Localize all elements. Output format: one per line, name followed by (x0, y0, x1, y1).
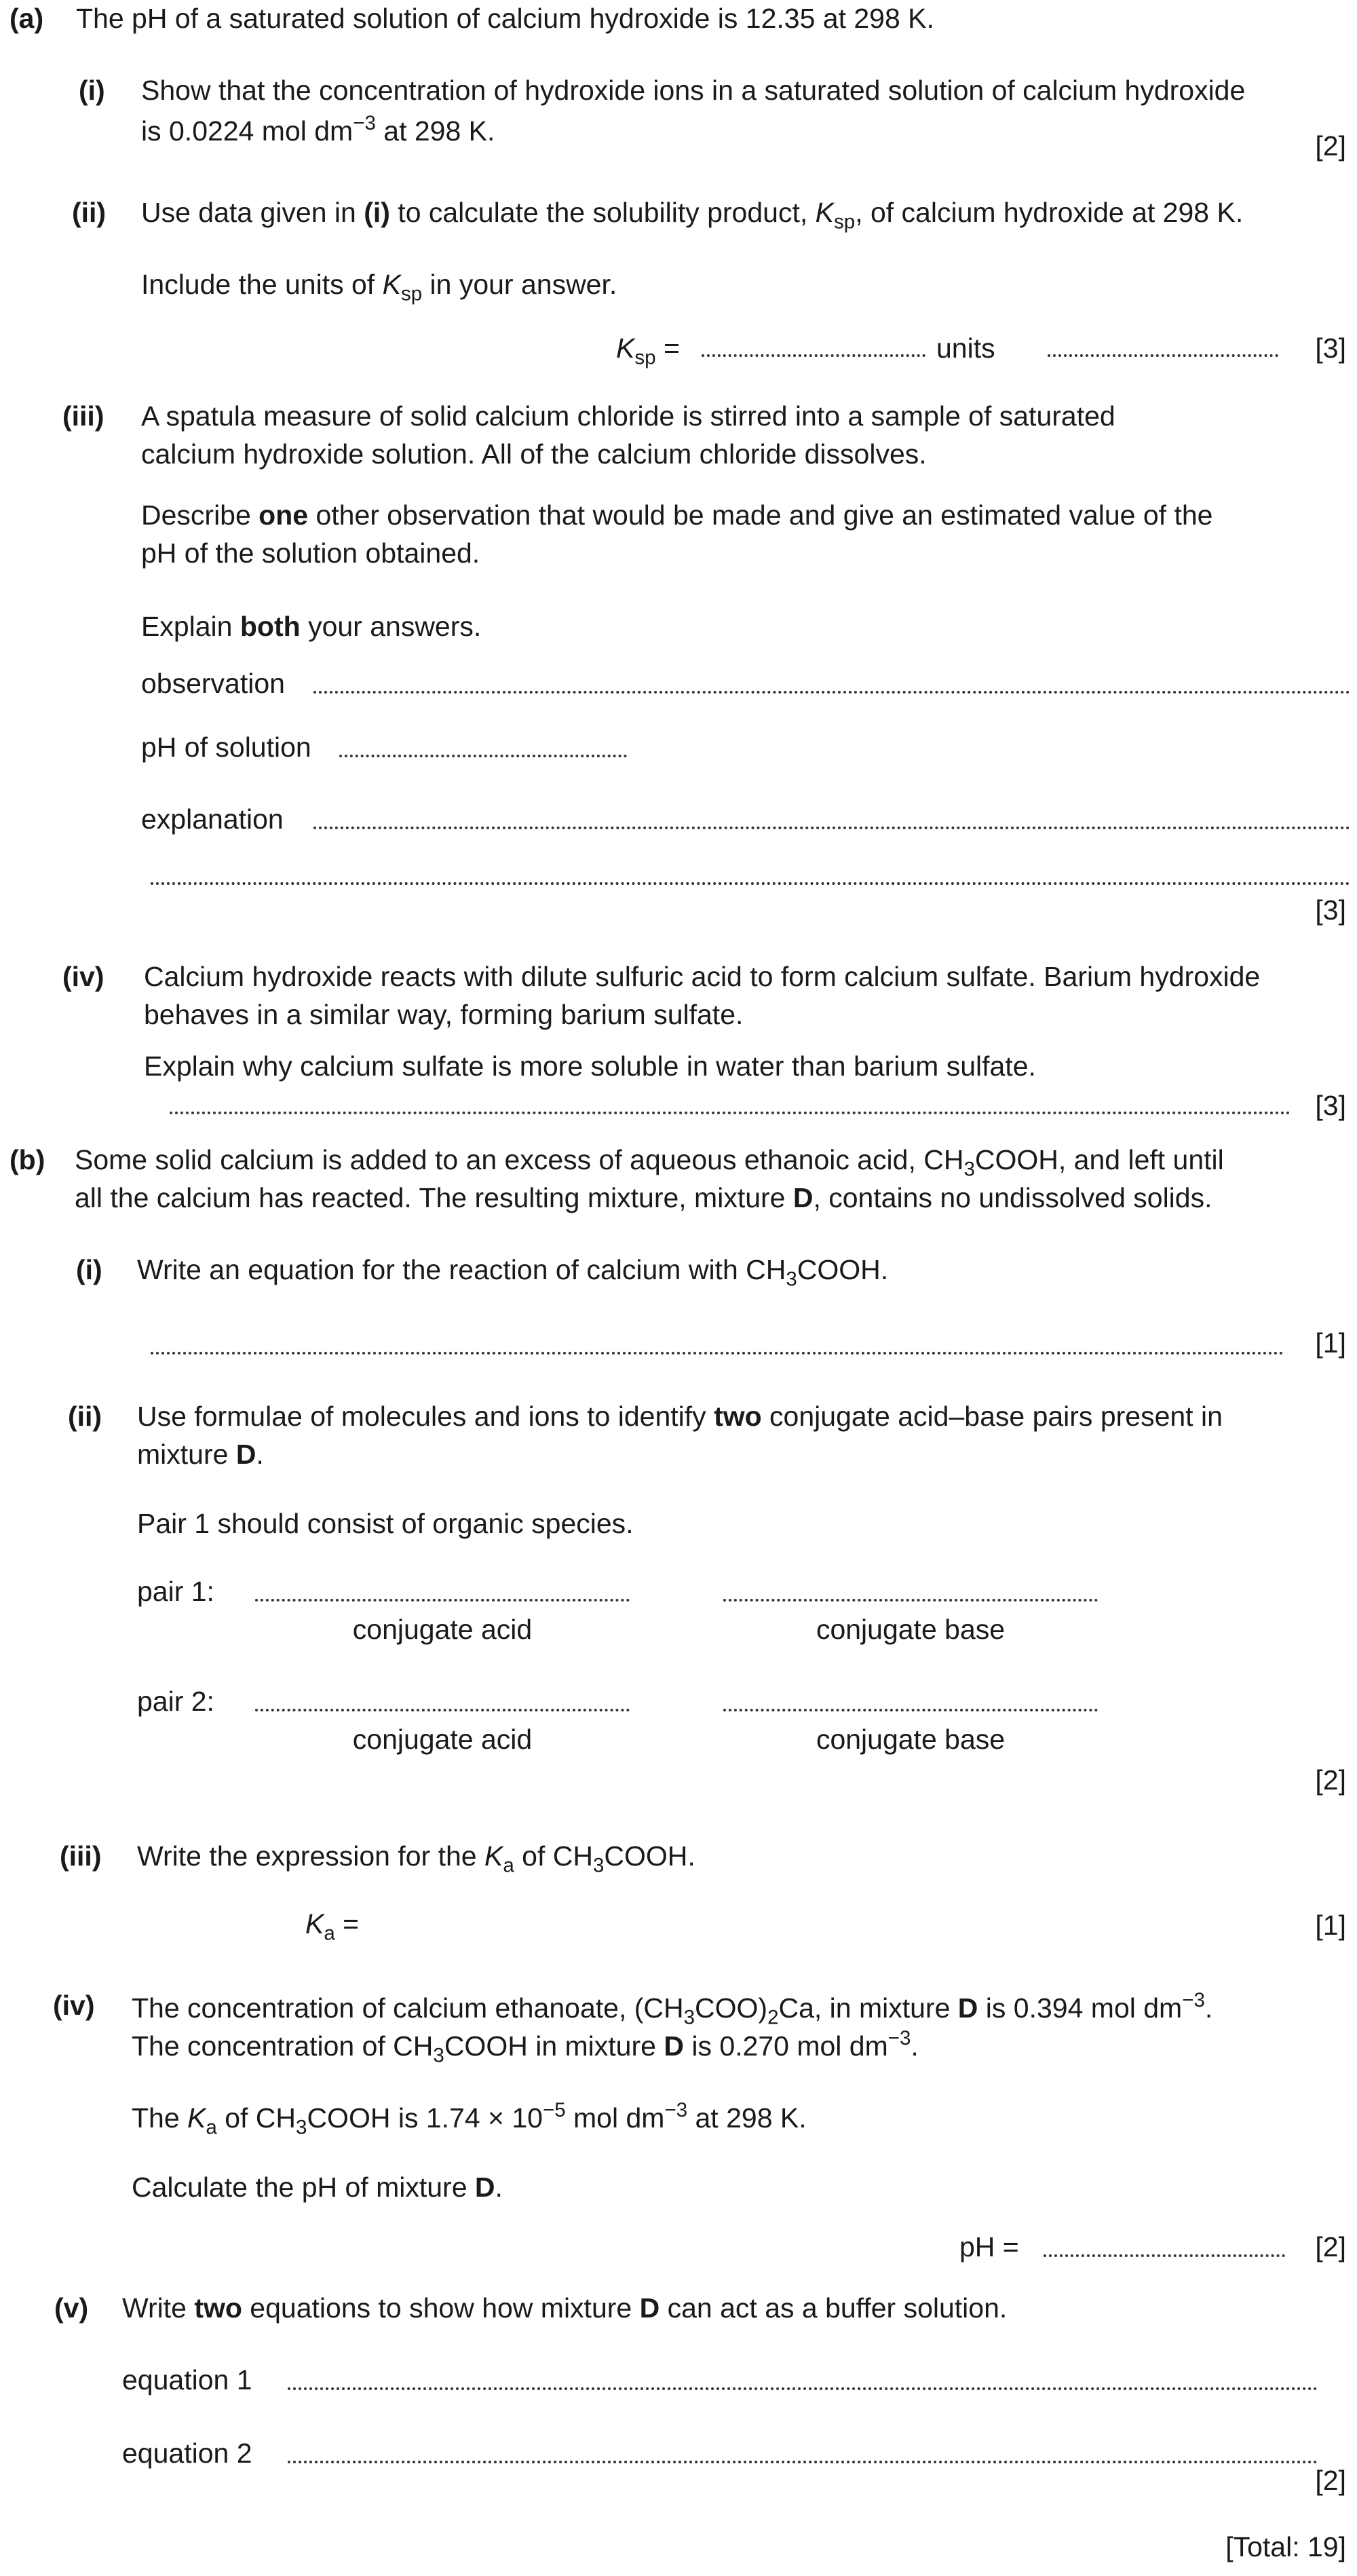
a-ii-label: (ii) (72, 197, 107, 228)
a-iii-line2: calcium hydroxide solution. All of the calcium chloride dissolves. (141, 438, 927, 470)
a-iii-label: (iii) (62, 400, 104, 432)
pair1-label: pair 1: (137, 1576, 214, 1607)
observation-label: observation (141, 668, 285, 699)
b-i-mark: [1] (1315, 1327, 1346, 1359)
ksp-answer-line[interactable] (702, 354, 925, 357)
pair2-base-line[interactable] (723, 1709, 1098, 1711)
equation2-answer-line[interactable] (288, 2461, 1318, 2463)
a-iv-line1: Calcium hydroxide reacts with dilute sulfuric acid to form calcium sulfate. Barium hydroxide (144, 961, 1261, 992)
b-iii-text: Write the expression for the $K_a$ of $CH_3COOH$. (137, 1840, 695, 1877)
a-iii-mark: [3] (1315, 894, 1346, 926)
a-i-label: (i) (79, 75, 105, 106)
pair1-acid-caption: conjugate acid (352, 1614, 533, 1645)
b-iv-line2: The concentration of $CH_3COOH$ in mixture D is 0.270 mol $dm^{-3}$. (132, 2027, 919, 2067)
ph-solution-label: pH of solution (141, 732, 311, 763)
a-iv-line2: behaves in a similar way, forming barium sulfate. (144, 999, 744, 1030)
a-ii-line1: Use data given in (i) to calculate the solubility product, $K_{sp}$, of calcium hydroxide at 298 K. (141, 197, 1244, 233)
a-iii-line5: Explain both your answers. (141, 611, 482, 642)
a-ii-mark: [3] (1315, 333, 1346, 364)
pair1-base-caption: conjugate base (816, 1614, 1006, 1645)
a-i-line2: is 0.0224 mol $dm^{-3}$ at 298 K. (141, 112, 495, 147)
a-ii-line2: Include the units of $K_{sp}$ in your answer. (141, 269, 617, 305)
part-a-label: (a) (9, 3, 44, 34)
total-marks: [Total: 19] (1225, 2531, 1346, 2562)
b-iv-mark: [2] (1315, 2231, 1346, 2262)
b-ii-line2: mixture D. (137, 1439, 264, 1470)
pair2-base-caption: conjugate base (816, 1724, 1006, 1755)
b-iii-mark: [1] (1315, 1910, 1346, 1941)
a-iii-line1: A spatula measure of solid calcium chloride is stirred into a sample of saturated (141, 400, 1115, 432)
a-iv-label: (iv) (62, 961, 104, 992)
equation1-label: equation 1 (122, 2364, 252, 2395)
a-iii-line4: pH of the solution obtained. (141, 537, 480, 569)
pair2-label: pair 2: (137, 1686, 214, 1717)
observation-answer-line[interactable] (313, 691, 1350, 694)
b-v-mark: [2] (1315, 2465, 1346, 2496)
ksp-answer-label: $K_{sp}$ = (616, 333, 680, 369)
b-i-text: Write an equation for the reaction of calcium with $CH_3COOH$. (137, 1254, 889, 1291)
a-i-line1: Show that the concentration of hydroxide ions in a saturated solution of calcium hydroxide (141, 75, 1246, 106)
equation1-answer-line[interactable] (288, 2387, 1318, 2390)
part-b-line2: all the calcium has reacted. The resulting mixture, mixture D, contains no undissolved solids. (75, 1182, 1212, 1213)
b-ii-label: (ii) (68, 1401, 102, 1432)
a-iii-line3: Describe one other observation that would be made and give an estimated value of the (141, 499, 1213, 531)
pair2-acid-caption: conjugate acid (352, 1724, 533, 1755)
b-i-label: (i) (76, 1254, 102, 1285)
a-iv-mark: [3] (1315, 1090, 1346, 1121)
explanation-label: explanation (141, 803, 284, 835)
b-ii-mark: [2] (1315, 1764, 1346, 1796)
b-ii-line3: Pair 1 should consist of organic species. (137, 1508, 634, 1539)
b-iv-line1: The concentration of calcium ethanoate, $(CH_3COO)_2Ca$, in mixture D is 0.394 mol $dm^{-3}$. (132, 1989, 1213, 2029)
b-i-answer-line[interactable] (151, 1352, 1284, 1355)
part-b-label: (b) (9, 1144, 45, 1175)
a-i-mark: [2] (1315, 130, 1346, 162)
ka-answer-label: $K_a$ = (305, 1908, 360, 1945)
equation2-label: equation 2 (122, 2438, 252, 2469)
explanation-answer-line-1[interactable] (313, 827, 1350, 829)
part-b-line1: Some solid calcium is added to an excess of aqueous ethanoic acid, $CH_3COOH$, and left until (75, 1144, 1224, 1181)
pair2-acid-line[interactable] (255, 1709, 630, 1711)
explanation-answer-line-2[interactable] (151, 882, 1350, 885)
a-iv-line3: Explain why calcium sulfate is more soluble in water than barium sulfate. (144, 1050, 1036, 1082)
a-iv-answer-line[interactable] (170, 1112, 1291, 1114)
b-iv-label: (iv) (53, 1990, 95, 2021)
units-label: units (936, 333, 995, 364)
pair1-base-line[interactable] (723, 1599, 1098, 1602)
part-a-stem: The pH of a saturated solution of calcium hydroxide is 12.35 at 298 K. (76, 3, 934, 34)
b-v-text: Write two equations to show how mixture D can act as a buffer solution. (122, 2292, 1008, 2324)
b-iv-line4: Calculate the pH of mixture D. (132, 2172, 503, 2203)
b-iii-label: (iii) (60, 1840, 102, 1872)
ph-answer-line[interactable] (1044, 2254, 1285, 2257)
ph-solution-answer-line[interactable] (339, 755, 627, 757)
pair1-acid-line[interactable] (255, 1599, 630, 1602)
b-iv-line3: The $K_a$ of $CH_3COOH$ is $1.74 \times 10^{-5}$ mol $dm^{-3}$ at 298 K. (132, 2099, 807, 2139)
b-ii-line1: Use formulae of molecules and ions to identify two conjugate acid–base pairs present in (137, 1401, 1223, 1432)
units-answer-line[interactable] (1048, 354, 1278, 357)
b-v-label: (v) (54, 2292, 89, 2324)
ph-answer-label: pH = (959, 2231, 1019, 2262)
